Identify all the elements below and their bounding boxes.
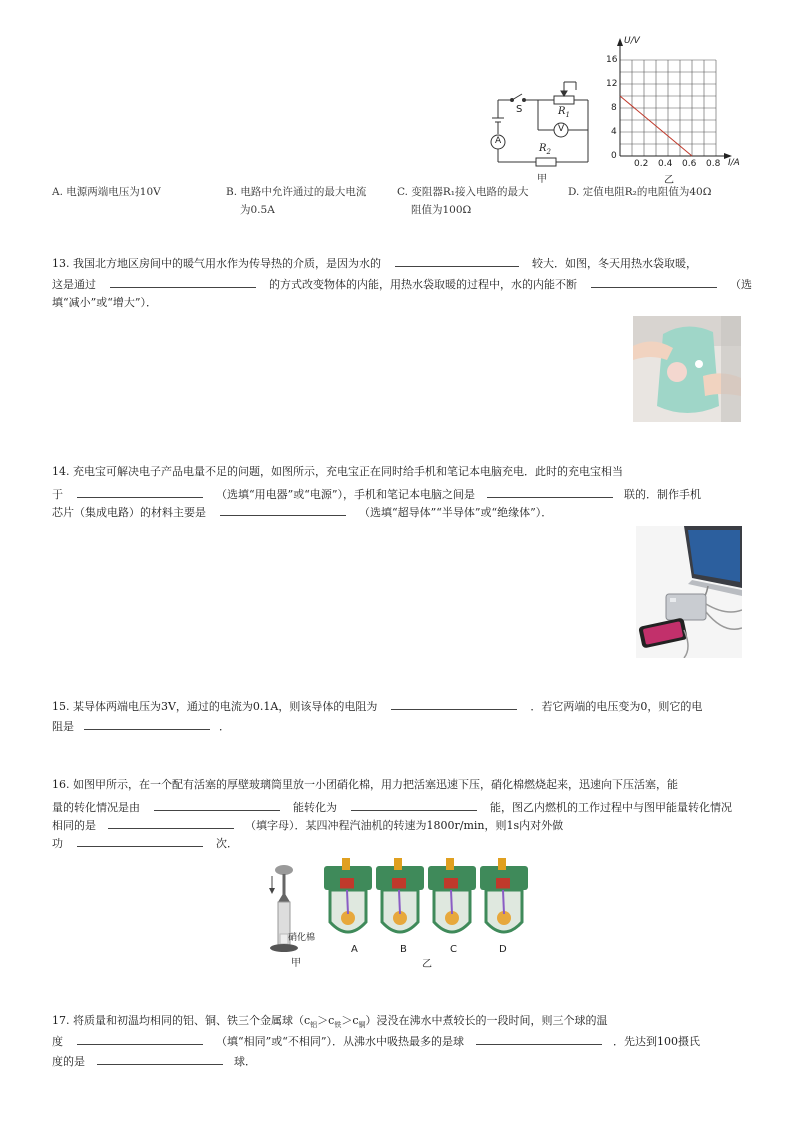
q17-line1 — [52, 1014, 608, 1032]
q13-text: 较大．如图，冬天用热水袋取暖， — [532, 257, 697, 270]
answer-blank[interactable] — [391, 699, 517, 710]
answer-blank[interactable] — [108, 818, 234, 829]
q17-text: 度 — [52, 1035, 63, 1048]
answer-blank[interactable] — [220, 505, 346, 516]
hot-water-bag-photo — [633, 316, 741, 422]
q17-text: 度的是 — [52, 1055, 85, 1068]
q16-text: （填字母）．某四冲程汽油机的转速为1800r/min，则1s内对外做 — [245, 819, 564, 832]
engine-a — [324, 858, 372, 932]
q13-line2 — [52, 277, 752, 292]
q14-text: 联的．制作手机 — [624, 488, 701, 501]
circuit-diagram — [478, 78, 608, 183]
y-tick: 16 — [606, 55, 618, 65]
option-d: D. 定值电阻R₂的电阻值为40Ω — [568, 186, 712, 198]
q16-text: 能，图乙内燃机的工作过程中与图甲能量转化情况 — [490, 801, 732, 814]
ammeter-label: A — [495, 136, 502, 146]
answer-blank[interactable] — [476, 1034, 602, 1045]
circuit-caption: 甲 — [537, 174, 547, 185]
answer-blank[interactable] — [591, 277, 717, 288]
answer-blank[interactable] — [77, 487, 203, 498]
r1-label — [558, 106, 570, 119]
y-tick: 12 — [606, 79, 618, 89]
y-axis-label: U/V — [624, 36, 640, 46]
q14-line2 — [52, 487, 701, 502]
q17-line3 — [52, 1054, 256, 1069]
r2-subscript: 2 — [546, 148, 551, 156]
engine-strokes-figure — [320, 856, 532, 946]
option-c-line2: 阻值为100Ω — [411, 204, 472, 216]
q17-text: 球． — [234, 1055, 256, 1068]
fig-jia-caption: 甲 — [291, 958, 301, 969]
q13-text: 这是通过 — [52, 278, 96, 291]
switch-label: S — [516, 104, 523, 115]
power-bank-photo — [636, 526, 742, 658]
q13-line1 — [52, 256, 697, 271]
x-tick: 0.6 — [682, 159, 697, 169]
q13-text: 的方式改变物体的内能，用热水袋取暖的过程中，水的内能不断 — [269, 278, 577, 291]
q13-line3: 填“减小”或“增大”）． — [52, 296, 157, 309]
y-tick: 8 — [611, 103, 617, 113]
x-axis-label: I/A — [728, 158, 740, 168]
option-a: A. 电源两端电压为10V — [52, 186, 161, 198]
engine-c — [428, 858, 476, 932]
subscript-fe: 铁 — [334, 1021, 342, 1030]
engine-label: D — [499, 944, 507, 955]
voltmeter-label: V — [558, 124, 565, 134]
q17-text: 17. 将质量和初温均相同的铝、铜、铁三个金属球（c — [52, 1014, 311, 1027]
q13-text: （选 — [730, 278, 752, 291]
q15-line2 — [52, 719, 230, 734]
q16-text: 量的转化情况是由 — [52, 801, 140, 814]
q13-text: 13. 我国北方地区房间中的暖气用水作为传导热的介质，是因为水的 — [52, 257, 381, 270]
q15-text: ．若它两端的电压变为0，则它的电 — [530, 700, 703, 713]
answer-blank[interactable] — [97, 1054, 223, 1065]
q15-line1 — [52, 699, 702, 714]
q16-text: 能转化为 — [293, 801, 337, 814]
q15-text: ． — [219, 720, 230, 733]
q17-text: ＞c — [317, 1014, 335, 1027]
answer-blank[interactable] — [110, 277, 256, 288]
q16-text: 次． — [216, 837, 238, 850]
q14-text: （选填“用电器”或“电源”），手机和笔记本电脑之间是 — [216, 488, 475, 501]
fig-yi-caption: 乙 — [422, 959, 432, 970]
subscript-cu: 铜 — [358, 1021, 366, 1030]
q16-line3 — [52, 818, 563, 833]
answer-blank[interactable] — [77, 1034, 203, 1045]
engine-label: C — [450, 944, 457, 955]
r1-subscript: 1 — [565, 111, 570, 119]
graph-caption: 乙 — [664, 175, 674, 186]
engine-d — [480, 858, 528, 932]
q14-text: 芯片（集成电路）的材料主要是 — [52, 506, 206, 519]
q16-line4 — [52, 836, 238, 851]
q16-line2 — [52, 800, 732, 815]
x-tick: 0.4 — [658, 159, 673, 169]
y-tick: 4 — [611, 127, 617, 137]
r2-label — [539, 143, 551, 156]
r1-letter: R — [558, 106, 566, 117]
q15-text: 15. 某导体两端电压为3V，通过的电流为0.1A，则该导体的电阻为 — [52, 700, 378, 713]
q16-line1: 16. 如图甲所示，在一个配有活塞的厚壁玻璃筒里放一小团硝化棉，用力把活塞迅速下压，硝化棉燃烧起来，迅速向下压活塞，能 — [52, 778, 678, 791]
answer-blank[interactable] — [154, 800, 280, 811]
answer-blank[interactable] — [395, 256, 519, 267]
q14-text: 于 — [52, 488, 63, 501]
engine-label: A — [351, 944, 358, 955]
option-b-line2: 为0.5A — [240, 204, 275, 216]
engine-b — [376, 858, 424, 932]
x-tick: 0.2 — [634, 159, 649, 169]
option-b-line1: B. 电路中允许通过的最大电流 — [226, 186, 367, 198]
answer-blank[interactable] — [77, 836, 203, 847]
nitrocotton-label: 硝化棉 — [288, 933, 316, 943]
x-tick: 0.8 — [706, 159, 721, 169]
q16-text: 相同的是 — [52, 819, 96, 832]
q17-text: ）浸没在沸水中煮较长的一段时间，则三个球的温 — [365, 1014, 608, 1027]
answer-blank[interactable] — [84, 719, 210, 730]
engine-label: B — [400, 944, 407, 955]
q14-text: （选填“超导体”“半导体”或“绝缘体”）． — [359, 506, 553, 519]
q14-line3 — [52, 505, 552, 520]
q17-line2 — [52, 1034, 700, 1049]
q17-text: ．先达到100摄氏 — [613, 1035, 700, 1048]
option-c-line1: C. 变阻器R₁接入电路的最大 — [397, 186, 529, 198]
q14-line1: 14. 充电宝可解决电子产品电量不足的问题，如图所示，充电宝正在同时给手机和笔记本电脑充电．此时的充电宝相当 — [52, 465, 623, 478]
r2-letter: R — [539, 143, 547, 154]
q17-text: ＞c — [341, 1014, 359, 1027]
subscript-al: 铝 — [310, 1021, 318, 1030]
answer-blank[interactable] — [487, 487, 613, 498]
q17-text: （填“相同”或“不相同”）．从沸水中吸热最多的是球 — [216, 1035, 464, 1048]
q15-text: 阻是 — [52, 720, 74, 733]
u-i-graph — [606, 34, 746, 182]
q16-text: 功 — [52, 837, 63, 850]
y-tick: 0 — [611, 151, 617, 161]
answer-blank[interactable] — [351, 800, 477, 811]
